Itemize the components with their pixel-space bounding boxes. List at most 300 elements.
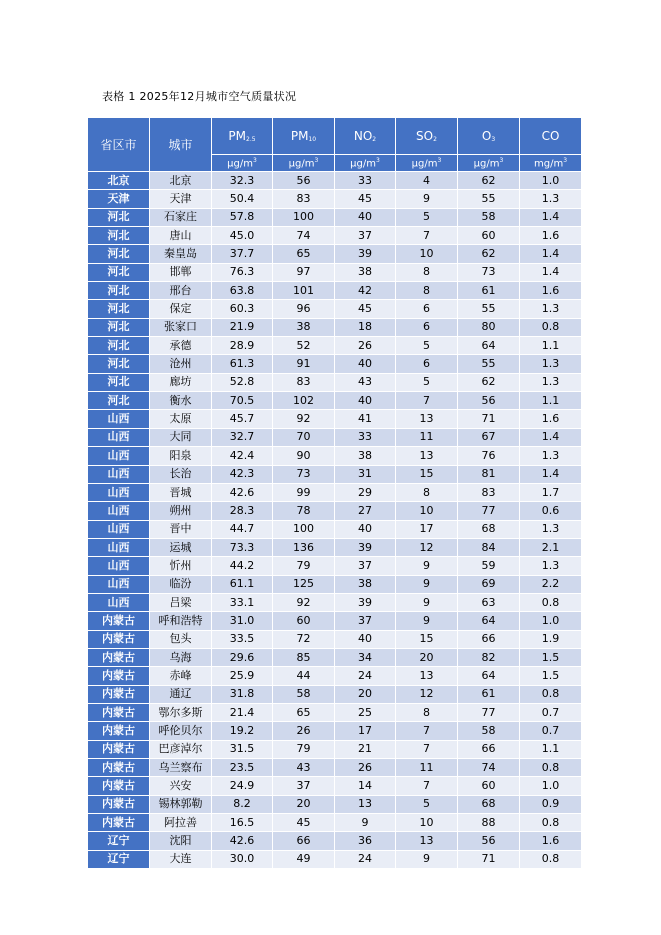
cell-no2: 40	[335, 208, 396, 226]
cell-pm10: 45	[273, 814, 335, 832]
cell-o3: 61	[458, 685, 520, 703]
cell-city: 鄂尔多斯	[150, 703, 212, 721]
table-row	[88, 832, 582, 850]
cell-so2: 7	[396, 740, 458, 758]
cell-province: 山西	[88, 502, 150, 520]
table-row	[88, 483, 582, 501]
cell-city: 秦皇岛	[150, 245, 212, 263]
cell-co: 1.5	[520, 648, 582, 666]
cell-pm10: 65	[273, 703, 335, 721]
cell-pm10: 60	[273, 612, 335, 630]
cell-co: 0.8	[520, 593, 582, 611]
cell-city: 兴安	[150, 777, 212, 795]
cell-province: 内蒙古	[88, 685, 150, 703]
cell-co: 1.0	[520, 172, 582, 190]
cell-pm10: 70	[273, 428, 335, 446]
cell-city: 石家庄	[150, 208, 212, 226]
cell-o3: 62	[458, 373, 520, 391]
cell-no2: 40	[335, 355, 396, 373]
cell-city: 乌海	[150, 648, 212, 666]
table-row	[88, 300, 582, 318]
table-row	[88, 428, 582, 446]
cell-no2: 40	[335, 392, 396, 410]
cell-so2: 5	[396, 795, 458, 813]
table-row	[88, 557, 582, 575]
cell-pm10: 49	[273, 850, 335, 868]
cell-co: 1.3	[520, 355, 582, 373]
cell-province: 天津	[88, 190, 150, 208]
cell-o3: 64	[458, 667, 520, 685]
cell-co: 1.0	[520, 612, 582, 630]
table-row	[88, 575, 582, 593]
cell-pm10: 56	[273, 172, 335, 190]
cell-o3: 64	[458, 612, 520, 630]
table-row	[88, 759, 582, 777]
cell-so2: 7	[396, 777, 458, 795]
cell-province: 河北	[88, 208, 150, 226]
table-row	[88, 245, 582, 263]
cell-pm10: 92	[273, 410, 335, 428]
cell-pm25: 29.6	[212, 648, 273, 666]
cell-co: 1.3	[520, 300, 582, 318]
cell-city: 锡林郭勒	[150, 795, 212, 813]
cell-no2: 14	[335, 777, 396, 795]
table-row	[88, 777, 582, 795]
cell-pm25: 28.9	[212, 337, 273, 355]
table-row	[88, 667, 582, 685]
cell-province: 山西	[88, 447, 150, 465]
cell-so2: 9	[396, 190, 458, 208]
table-row	[88, 538, 582, 556]
header-city: 城市	[150, 118, 212, 172]
cell-pm10: 83	[273, 373, 335, 391]
table-row	[88, 227, 582, 245]
cell-co: 0.8	[520, 759, 582, 777]
cell-pm10: 90	[273, 447, 335, 465]
cell-so2: 8	[396, 703, 458, 721]
cell-pm25: 45.7	[212, 410, 273, 428]
table-row	[88, 740, 582, 758]
cell-no2: 18	[335, 318, 396, 336]
cell-so2: 12	[396, 685, 458, 703]
cell-pm25: 63.8	[212, 282, 273, 300]
cell-province: 山西	[88, 410, 150, 428]
cell-no2: 38	[335, 575, 396, 593]
unit-no2: $\mu g/m^3$	[335, 155, 396, 172]
cell-city: 临汾	[150, 575, 212, 593]
cell-co: 1.6	[520, 410, 582, 428]
unit-o3: $\mu g/m^3$	[458, 155, 520, 172]
cell-co: 0.7	[520, 703, 582, 721]
cell-no2: 24	[335, 667, 396, 685]
cell-o3: 71	[458, 410, 520, 428]
table-row	[88, 447, 582, 465]
cell-city: 赤峰	[150, 667, 212, 685]
cell-no2: 27	[335, 502, 396, 520]
cell-co: 1.3	[520, 557, 582, 575]
header-pm25: $PM_{2.5}$	[212, 118, 273, 155]
cell-pm25: 70.5	[212, 392, 273, 410]
table-row	[88, 172, 582, 190]
cell-no2: 39	[335, 245, 396, 263]
cell-province: 山西	[88, 428, 150, 446]
cell-co: 1.4	[520, 465, 582, 483]
cell-province: 内蒙古	[88, 759, 150, 777]
cell-province: 河北	[88, 227, 150, 245]
cell-pm10: 96	[273, 300, 335, 318]
cell-province: 山西	[88, 575, 150, 593]
cell-city: 承德	[150, 337, 212, 355]
cell-pm25: 37.7	[212, 245, 273, 263]
cell-pm10: 26	[273, 722, 335, 740]
cell-o3: 71	[458, 850, 520, 868]
cell-so2: 6	[396, 355, 458, 373]
cell-o3: 68	[458, 795, 520, 813]
cell-province: 山西	[88, 465, 150, 483]
cell-no2: 26	[335, 759, 396, 777]
cell-pm25: 42.6	[212, 483, 273, 501]
cell-co: 1.0	[520, 777, 582, 795]
cell-province: 内蒙古	[88, 814, 150, 832]
cell-co: 1.9	[520, 630, 582, 648]
cell-city: 运城	[150, 538, 212, 556]
cell-co: 0.7	[520, 722, 582, 740]
cell-o3: 62	[458, 245, 520, 263]
cell-so2: 11	[396, 759, 458, 777]
cell-city: 廊坊	[150, 373, 212, 391]
cell-province: 内蒙古	[88, 630, 150, 648]
table-row	[88, 630, 582, 648]
cell-city: 阿拉善	[150, 814, 212, 832]
cell-city: 阳泉	[150, 447, 212, 465]
cell-city: 邯郸	[150, 263, 212, 281]
cell-co: 1.3	[520, 373, 582, 391]
table-row	[88, 190, 582, 208]
cell-so2: 9	[396, 593, 458, 611]
cell-pm25: 33.5	[212, 630, 273, 648]
cell-pm25: 25.9	[212, 667, 273, 685]
cell-o3: 77	[458, 703, 520, 721]
cell-so2: 7	[396, 722, 458, 740]
cell-o3: 77	[458, 502, 520, 520]
cell-no2: 9	[335, 814, 396, 832]
cell-o3: 62	[458, 172, 520, 190]
header-no2: $NO_2$	[335, 118, 396, 155]
cell-province: 山西	[88, 520, 150, 538]
cell-province: 内蒙古	[88, 648, 150, 666]
cell-province: 山西	[88, 593, 150, 611]
table-row	[88, 410, 582, 428]
cell-so2: 12	[396, 538, 458, 556]
cell-province: 河北	[88, 337, 150, 355]
cell-province: 内蒙古	[88, 667, 150, 685]
cell-pm10: 73	[273, 465, 335, 483]
cell-co: 2.2	[520, 575, 582, 593]
cell-o3: 60	[458, 777, 520, 795]
cell-no2: 37	[335, 557, 396, 575]
cell-province: 河北	[88, 355, 150, 373]
cell-no2: 13	[335, 795, 396, 813]
cell-co: 1.6	[520, 282, 582, 300]
table-row	[88, 593, 582, 611]
cell-province: 北京	[88, 172, 150, 190]
cell-no2: 41	[335, 410, 396, 428]
cell-no2: 36	[335, 832, 396, 850]
cell-so2: 11	[396, 428, 458, 446]
cell-pm25: 50.4	[212, 190, 273, 208]
cell-no2: 33	[335, 172, 396, 190]
cell-no2: 24	[335, 850, 396, 868]
cell-o3: 67	[458, 428, 520, 446]
cell-pm10: 52	[273, 337, 335, 355]
cell-co: 0.6	[520, 502, 582, 520]
cell-o3: 60	[458, 227, 520, 245]
cell-pm10: 101	[273, 282, 335, 300]
cell-so2: 9	[396, 575, 458, 593]
cell-co: 0.8	[520, 318, 582, 336]
cell-so2: 8	[396, 483, 458, 501]
table-body	[88, 172, 582, 869]
cell-province: 河北	[88, 373, 150, 391]
cell-no2: 43	[335, 373, 396, 391]
table-row	[88, 502, 582, 520]
cell-o3: 64	[458, 337, 520, 355]
cell-pm10: 37	[273, 777, 335, 795]
cell-no2: 17	[335, 722, 396, 740]
cell-pm25: 76.3	[212, 263, 273, 281]
cell-co: 2.1	[520, 538, 582, 556]
cell-city: 大同	[150, 428, 212, 446]
cell-o3: 63	[458, 593, 520, 611]
cell-pm10: 43	[273, 759, 335, 777]
cell-so2: 7	[396, 227, 458, 245]
cell-co: 1.1	[520, 392, 582, 410]
cell-pm10: 74	[273, 227, 335, 245]
cell-no2: 21	[335, 740, 396, 758]
cell-co: 1.6	[520, 832, 582, 850]
cell-pm10: 58	[273, 685, 335, 703]
cell-co: 1.1	[520, 337, 582, 355]
cell-so2: 6	[396, 318, 458, 336]
cell-pm10: 78	[273, 502, 335, 520]
cell-pm25: 57.8	[212, 208, 273, 226]
cell-city: 巴彦淖尔	[150, 740, 212, 758]
cell-co: 1.7	[520, 483, 582, 501]
cell-co: 0.8	[520, 814, 582, 832]
cell-no2: 37	[335, 227, 396, 245]
cell-no2: 39	[335, 538, 396, 556]
cell-o3: 56	[458, 392, 520, 410]
cell-so2: 13	[396, 832, 458, 850]
cell-pm10: 97	[273, 263, 335, 281]
cell-pm10: 91	[273, 355, 335, 373]
cell-province: 辽宁	[88, 832, 150, 850]
table-row	[88, 685, 582, 703]
cell-city: 吕梁	[150, 593, 212, 611]
cell-o3: 73	[458, 263, 520, 281]
cell-pm10: 100	[273, 520, 335, 538]
header-so2: $SO_2$	[396, 118, 458, 155]
cell-co: 1.3	[520, 520, 582, 538]
cell-city: 北京	[150, 172, 212, 190]
cell-o3: 55	[458, 300, 520, 318]
cell-city: 太原	[150, 410, 212, 428]
cell-province: 河北	[88, 300, 150, 318]
table-row	[88, 520, 582, 538]
cell-province: 山西	[88, 483, 150, 501]
cell-o3: 69	[458, 575, 520, 593]
cell-so2: 9	[396, 557, 458, 575]
cell-co: 1.1	[520, 740, 582, 758]
cell-pm10: 66	[273, 832, 335, 850]
cell-pm25: 52.8	[212, 373, 273, 391]
cell-province: 河北	[88, 392, 150, 410]
cell-pm25: 8.2	[212, 795, 273, 813]
header-o3: $O_3$	[458, 118, 520, 155]
cell-o3: 55	[458, 190, 520, 208]
cell-pm10: 79	[273, 740, 335, 758]
table-row	[88, 373, 582, 391]
cell-no2: 20	[335, 685, 396, 703]
cell-pm10: 44	[273, 667, 335, 685]
cell-o3: 58	[458, 722, 520, 740]
cell-pm10: 92	[273, 593, 335, 611]
cell-city: 呼伦贝尔	[150, 722, 212, 740]
cell-o3: 56	[458, 832, 520, 850]
cell-pm25: 60.3	[212, 300, 273, 318]
cell-city: 保定	[150, 300, 212, 318]
cell-pm25: 30.0	[212, 850, 273, 868]
cell-o3: 55	[458, 355, 520, 373]
cell-pm10: 100	[273, 208, 335, 226]
cell-pm10: 136	[273, 538, 335, 556]
cell-so2: 15	[396, 465, 458, 483]
cell-city: 通辽	[150, 685, 212, 703]
cell-o3: 84	[458, 538, 520, 556]
cell-so2: 5	[396, 208, 458, 226]
cell-pm25: 31.0	[212, 612, 273, 630]
unit-so2: $\mu g/m^3$	[396, 155, 458, 172]
cell-pm25: 31.5	[212, 740, 273, 758]
table-row	[88, 612, 582, 630]
cell-so2: 7	[396, 392, 458, 410]
unit-pm25: $\mu g/m^3$	[212, 155, 273, 172]
cell-pm25: 32.7	[212, 428, 273, 446]
cell-so2: 9	[396, 612, 458, 630]
cell-co: 1.3	[520, 447, 582, 465]
cell-co: 0.8	[520, 685, 582, 703]
cell-province: 河北	[88, 282, 150, 300]
cell-o3: 88	[458, 814, 520, 832]
cell-city: 朔州	[150, 502, 212, 520]
cell-pm25: 28.3	[212, 502, 273, 520]
header-pm10: $PM_{10}$	[273, 118, 335, 155]
cell-no2: 39	[335, 593, 396, 611]
cell-province: 河北	[88, 245, 150, 263]
table-row	[88, 337, 582, 355]
cell-pm25: 21.9	[212, 318, 273, 336]
unit-pm10: $\mu g/m^3$	[273, 155, 335, 172]
cell-so2: 10	[396, 814, 458, 832]
cell-no2: 45	[335, 300, 396, 318]
table-row	[88, 465, 582, 483]
table-row	[88, 282, 582, 300]
cell-so2: 10	[396, 245, 458, 263]
header-province: 省区市	[88, 118, 150, 172]
cell-city: 天津	[150, 190, 212, 208]
cell-o3: 61	[458, 282, 520, 300]
cell-pm10: 85	[273, 648, 335, 666]
cell-no2: 33	[335, 428, 396, 446]
cell-province: 内蒙古	[88, 777, 150, 795]
cell-city: 乌兰察布	[150, 759, 212, 777]
cell-city: 忻州	[150, 557, 212, 575]
cell-city: 呼和浩特	[150, 612, 212, 630]
cell-city: 大连	[150, 850, 212, 868]
cell-co: 0.8	[520, 850, 582, 868]
cell-city: 沈阳	[150, 832, 212, 850]
cell-city: 唐山	[150, 227, 212, 245]
cell-co: 1.6	[520, 227, 582, 245]
cell-o3: 80	[458, 318, 520, 336]
cell-city: 晋中	[150, 520, 212, 538]
cell-o3: 81	[458, 465, 520, 483]
cell-pm25: 16.5	[212, 814, 273, 832]
cell-no2: 26	[335, 337, 396, 355]
cell-pm25: 21.4	[212, 703, 273, 721]
cell-no2: 31	[335, 465, 396, 483]
cell-so2: 8	[396, 282, 458, 300]
cell-co: 1.4	[520, 208, 582, 226]
cell-pm25: 61.1	[212, 575, 273, 593]
cell-so2: 10	[396, 502, 458, 520]
cell-province: 内蒙古	[88, 795, 150, 813]
cell-province: 内蒙古	[88, 740, 150, 758]
table-row	[88, 722, 582, 740]
cell-city: 衡水	[150, 392, 212, 410]
cell-so2: 15	[396, 630, 458, 648]
cell-no2: 38	[335, 263, 396, 281]
table-row	[88, 392, 582, 410]
cell-co: 1.4	[520, 263, 582, 281]
cell-pm25: 44.7	[212, 520, 273, 538]
cell-o3: 74	[458, 759, 520, 777]
table-row	[88, 208, 582, 226]
cell-pm25: 31.8	[212, 685, 273, 703]
table-row	[88, 703, 582, 721]
cell-so2: 8	[396, 263, 458, 281]
cell-so2: 5	[396, 337, 458, 355]
cell-o3: 66	[458, 630, 520, 648]
cell-pm10: 38	[273, 318, 335, 336]
cell-city: 张家口	[150, 318, 212, 336]
cell-pm10: 20	[273, 795, 335, 813]
cell-city: 邢台	[150, 282, 212, 300]
cell-city: 沧州	[150, 355, 212, 373]
table-row	[88, 355, 582, 373]
cell-o3: 66	[458, 740, 520, 758]
cell-pm10: 125	[273, 575, 335, 593]
cell-province: 内蒙古	[88, 722, 150, 740]
cell-pm10: 83	[273, 190, 335, 208]
table-row	[88, 850, 582, 868]
cell-co: 1.4	[520, 428, 582, 446]
cell-so2: 4	[396, 172, 458, 190]
header-co: CO	[520, 118, 582, 155]
cell-so2: 9	[396, 850, 458, 868]
air-quality-table	[87, 117, 582, 869]
cell-pm10: 65	[273, 245, 335, 263]
